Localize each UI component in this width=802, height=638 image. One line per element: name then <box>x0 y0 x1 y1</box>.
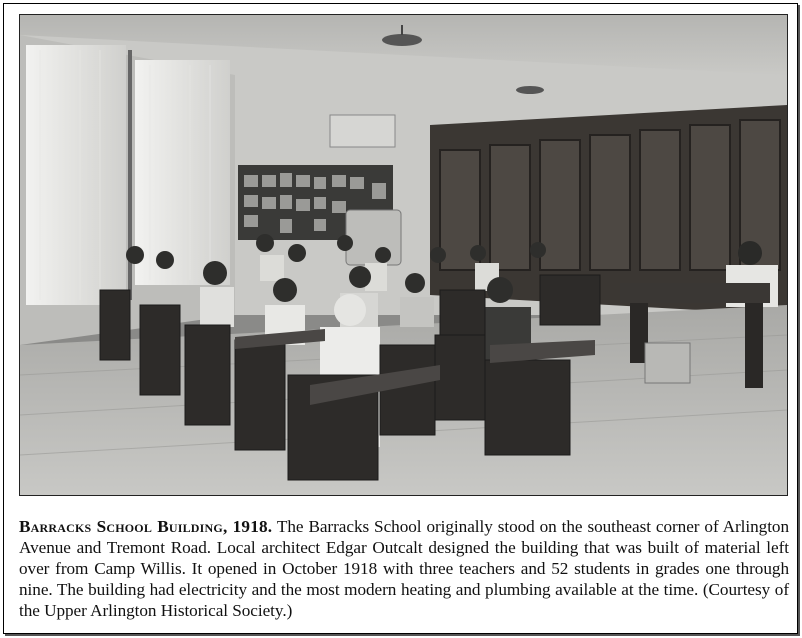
caption-body: The Barracks School originally stood on the southeast corner of Arlington Avenue and Tremont Road. Local architect Edgar Outcalt designed the building that was built of material left over from Camp Willis. It opened in October 1918 with three teachers and 52 students in grades one through nine. The building had electricity and the most modern heating and plumbing available at the time. (Courtesy of the Upper Arlington Historical Society.) <box>19 517 790 621</box>
photo-caption <box>19 516 789 621</box>
classroom-photo <box>19 14 788 496</box>
window-right <box>135 60 230 285</box>
teacher-desk <box>620 283 770 303</box>
window-left <box>26 45 126 305</box>
caption-title: Barracks School Building, 1918. <box>19 517 273 537</box>
